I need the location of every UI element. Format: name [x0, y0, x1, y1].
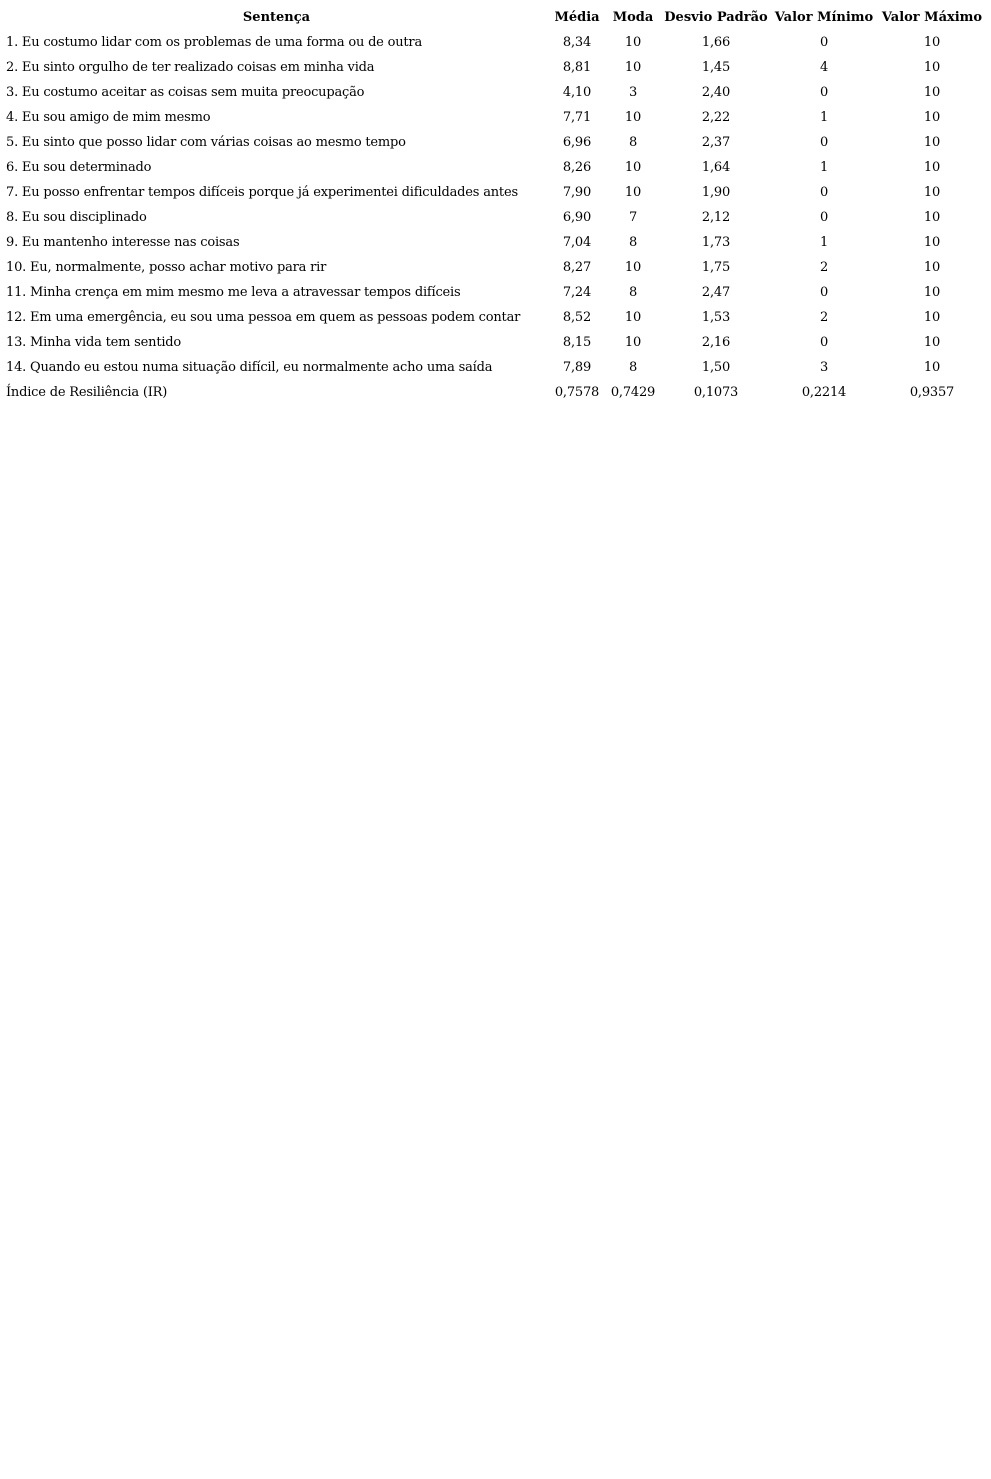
cell-media: 8,52: [562, 310, 592, 325]
cell-media: 8,27: [562, 260, 592, 275]
cell-valor-minimo: 0: [819, 85, 829, 100]
cell-valor-minimo: 0: [819, 285, 829, 300]
cell-moda: 0,7429: [610, 385, 656, 400]
table-row: [4, 180, 987, 205]
cell-valor-maximo: 0,9357: [909, 385, 955, 400]
cell-desvio-padrao: 2,47: [701, 285, 731, 300]
header-media: Média: [554, 9, 600, 25]
cell-desvio-padrao: 1,73: [701, 235, 731, 250]
cell-sentence: 9. Eu mantenho interesse nas coisas: [6, 235, 240, 250]
cell-valor-maximo: 10: [923, 85, 941, 100]
cell-valor-maximo: 10: [923, 260, 941, 275]
cell-sentence: 7. Eu posso enfrentar tempos difíceis porque já experimentei dificuldades antes: [6, 185, 518, 200]
table-row: [4, 130, 987, 155]
cell-media: 8,34: [562, 35, 592, 50]
cell-valor-maximo: 10: [923, 285, 941, 300]
cell-valor-minimo: 0: [819, 335, 829, 350]
cell-desvio-padrao: 2,37: [701, 135, 731, 150]
cell-valor-maximo: 10: [923, 60, 941, 75]
cell-desvio-padrao: 1,90: [701, 185, 731, 200]
cell-sentence: Índice de Resiliência (IR): [6, 385, 168, 400]
table-row: [4, 55, 987, 80]
cell-moda: 8: [628, 285, 638, 300]
cell-desvio-padrao: 1,64: [701, 160, 731, 175]
cell-valor-minimo: 2: [819, 310, 829, 325]
table-row: [4, 305, 987, 330]
cell-moda: 8: [628, 360, 638, 375]
cell-sentence: 10. Eu, normalmente, posso achar motivo para rir: [6, 260, 327, 275]
cell-valor-minimo: 0: [819, 210, 829, 225]
cell-moda: 10: [624, 335, 642, 350]
cell-desvio-padrao: 1,53: [701, 310, 731, 325]
cell-valor-maximo: 10: [923, 210, 941, 225]
cell-sentence: 8. Eu sou disciplinado: [6, 210, 147, 225]
cell-desvio-padrao: 0,1073: [693, 385, 739, 400]
cell-media: 8,26: [562, 160, 592, 175]
cell-desvio-padrao: 2,22: [701, 110, 731, 125]
cell-media: 7,04: [562, 235, 592, 250]
cell-sentence: 6. Eu sou determinado: [6, 160, 152, 175]
cell-moda: 8: [628, 235, 638, 250]
cell-media: 8,81: [562, 60, 592, 75]
cell-moda: 10: [624, 160, 642, 175]
cell-valor-maximo: 10: [923, 310, 941, 325]
cell-media: 7,89: [562, 360, 592, 375]
cell-sentence: 3. Eu costumo aceitar as coisas sem muita preocupação: [6, 85, 365, 100]
header-moda: Moda: [612, 9, 654, 25]
cell-moda: 10: [624, 110, 642, 125]
cell-sentence: 4. Eu sou amigo de mim mesmo: [6, 110, 211, 125]
cell-valor-minimo: 2: [819, 260, 829, 275]
cell-valor-maximo: 10: [923, 360, 941, 375]
cell-media: 6,90: [562, 210, 592, 225]
table-row: [4, 230, 987, 255]
cell-valor-minimo: 4: [819, 60, 829, 75]
table-row: [4, 355, 987, 380]
header-row: [4, 4, 987, 30]
cell-sentence: 5. Eu sinto que posso lidar com várias coisas ao mesmo tempo: [6, 135, 406, 150]
cell-sentence: 13. Minha vida tem sentido: [6, 335, 182, 350]
table-row: [4, 205, 987, 230]
cell-valor-minimo: 0,2214: [801, 385, 847, 400]
cell-valor-minimo: 0: [819, 185, 829, 200]
cell-desvio-padrao: 1,45: [701, 60, 731, 75]
header-desvio-padrao: Desvio Padrão: [664, 9, 768, 25]
table-row: [4, 280, 987, 305]
header-sentenca: Sentença: [242, 9, 311, 25]
cell-moda: 10: [624, 260, 642, 275]
cell-moda: 10: [624, 60, 642, 75]
cell-valor-maximo: 10: [923, 185, 941, 200]
cell-valor-minimo: 1: [819, 110, 829, 125]
cell-moda: 3: [628, 85, 638, 100]
header-valor-maximo: Valor Máximo: [881, 9, 983, 25]
cell-valor-maximo: 10: [923, 160, 941, 175]
cell-moda: 10: [624, 185, 642, 200]
table-row: [4, 255, 987, 280]
cell-media: 6,96: [562, 135, 592, 150]
cell-moda: 7: [628, 210, 638, 225]
header-valor-minimo: Valor Mínimo: [774, 9, 874, 25]
cell-moda: 10: [624, 35, 642, 50]
cell-media: 4,10: [562, 85, 592, 100]
cell-moda: 10: [624, 310, 642, 325]
summary-row: [4, 380, 987, 405]
cell-sentence: 1. Eu costumo lidar com os problemas de uma forma ou de outra: [6, 35, 423, 50]
cell-valor-minimo: 0: [819, 35, 829, 50]
cell-media: 7,90: [562, 185, 592, 200]
cell-sentence: 14. Quando eu estou numa situação difícil, eu normalmente acho uma saída: [6, 360, 493, 375]
cell-desvio-padrao: 1,50: [701, 360, 731, 375]
table-row: [4, 80, 987, 105]
cell-valor-minimo: 3: [819, 360, 829, 375]
cell-media: 7,24: [562, 285, 592, 300]
cell-desvio-padrao: 2,40: [701, 85, 731, 100]
cell-valor-minimo: 0: [819, 135, 829, 150]
cell-sentence: 12. Em uma emergência, eu sou uma pessoa em quem as pessoas podem contar: [6, 310, 521, 325]
resilience-statistics-table: [4, 4, 987, 405]
table-row: [4, 155, 987, 180]
cell-valor-maximo: 10: [923, 135, 941, 150]
cell-sentence: 2. Eu sinto orgulho de ter realizado coisas em minha vida: [6, 60, 375, 75]
cell-moda: 8: [628, 135, 638, 150]
cell-media: 0,7578: [554, 385, 600, 400]
cell-desvio-padrao: 1,66: [701, 35, 731, 50]
cell-desvio-padrao: 2,16: [701, 335, 731, 350]
cell-valor-minimo: 1: [819, 235, 829, 250]
table-row: [4, 330, 987, 355]
table-row: [4, 30, 987, 55]
cell-valor-maximo: 10: [923, 110, 941, 125]
cell-valor-minimo: 1: [819, 160, 829, 175]
cell-media: 7,71: [562, 110, 592, 125]
cell-desvio-padrao: 1,75: [701, 260, 731, 275]
cell-desvio-padrao: 2,12: [701, 210, 731, 225]
cell-valor-maximo: 10: [923, 335, 941, 350]
table-row: [4, 105, 987, 130]
cell-sentence: 11. Minha crença em mim mesmo me leva a atravessar tempos difíceis: [6, 285, 461, 300]
cell-valor-maximo: 10: [923, 35, 941, 50]
cell-media: 8,15: [562, 335, 592, 350]
cell-valor-maximo: 10: [923, 235, 941, 250]
